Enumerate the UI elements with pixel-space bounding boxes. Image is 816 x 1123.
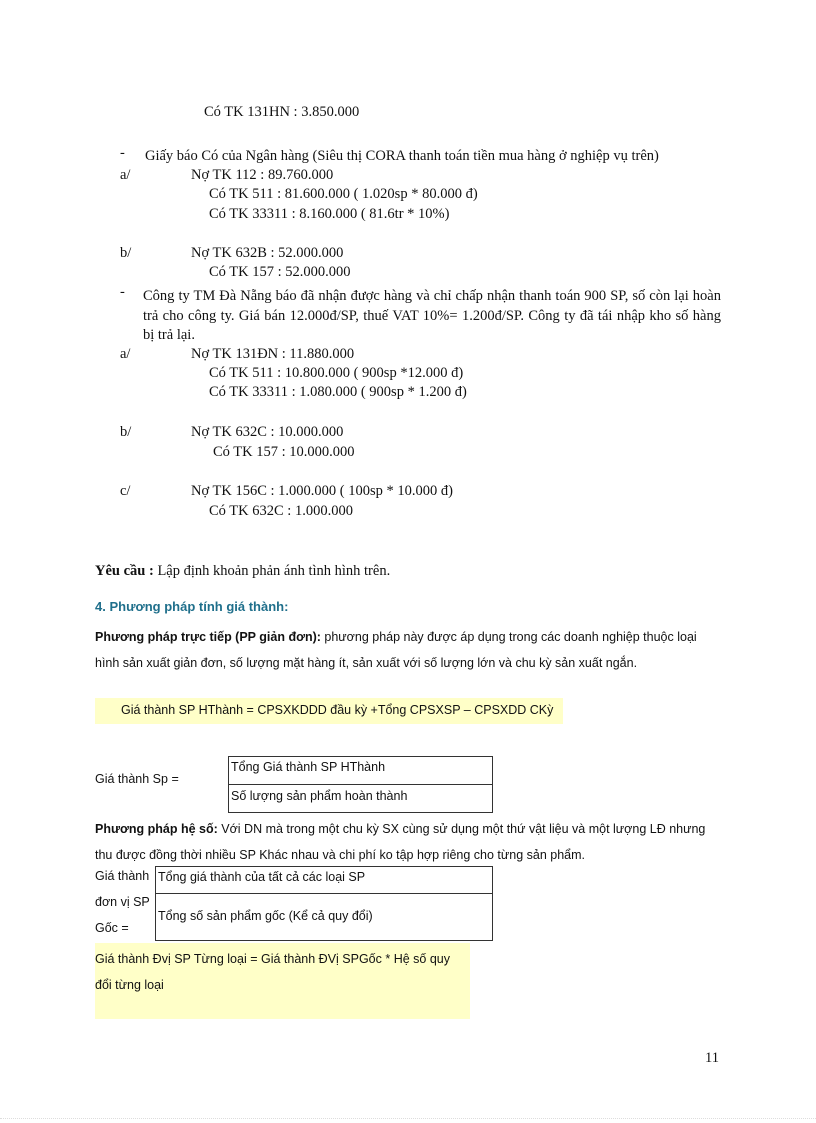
requirement-text: Lập định khoản phản ánh tình hình trên. bbox=[153, 563, 391, 579]
transaction-description: Công ty TM Đà Nẵng báo đã nhận được hàng và chỉ chấp nhận thanh toán 900 SP, số còn lại hoàn trả cho công ty. Giá bán 12.000đ/SP, thuế VAT 10%= 1.200đ/SP. Công ty đã tái nhập kho số hàng bị trả lại. bbox=[143, 288, 721, 343]
entry-label-b: b/ bbox=[120, 424, 132, 440]
formula-cost-of-finished-products: Giá thành SP HThành = CPSXKDDD đầu kỳ +Tổng CPSXSP – CPSXDD CKỳ bbox=[121, 703, 554, 717]
entry-label-a: a/ bbox=[120, 346, 131, 362]
entry-label-c: c/ bbox=[120, 483, 131, 499]
fraction-numerator: Tổng Giá thành SP HThành bbox=[231, 760, 386, 774]
entry-credit: Có TK 33311 : 1.080.000 ( 900sp * 1.200 đ) bbox=[209, 384, 467, 400]
entry-credit: Có TK 33311 : 8.160.000 ( 81.6tr * 10%) bbox=[209, 206, 450, 222]
fraction2-denominator: Tổng số sản phẩm gốc (Kể cả quy đổi) bbox=[158, 909, 373, 923]
coefficient-method-text: Với DN mà trong một chu kỳ SX cùng sử dụng một thứ vật liệu và một lượng LĐ nhưng thu được đồng thời nhiều SP Khác nhau và chi phí ko tập hợp riêng cho từng sản phẩm. bbox=[95, 822, 706, 862]
section-heading: 4. Phương pháp tính giá thành: bbox=[95, 599, 289, 614]
fraction-label: Giá thành Sp = bbox=[95, 772, 179, 786]
fraction2-label-line3: Gốc = bbox=[95, 921, 129, 935]
entry-debit: Nợ TK 632B : 52.000.000 bbox=[191, 245, 344, 261]
transaction-description: Giấy báo Có của Ngân hàng (Siêu thị CORA thanh toán tiền mua hàng ở nghiệp vụ trên) bbox=[145, 148, 659, 164]
entry-credit: Có TK 632C : 1.000.000 bbox=[209, 503, 353, 519]
fraction2-label-line1: Giá thành bbox=[95, 869, 150, 883]
fraction2-line bbox=[155, 893, 493, 894]
coefficient-method-label: Phương pháp hệ số: bbox=[95, 822, 218, 836]
direct-method-text: phương pháp này được áp dụng trong các doanh nghiệp thuộc loại hình sản xuất giản đơn, số lượng mặt hàng ít, sản xuất với số lượng lớn và chu kỳ sản xuất ngắn. bbox=[95, 630, 697, 670]
coefficient-method-paragraph bbox=[95, 816, 725, 868]
fraction2-numerator: Tổng giá thành của tất cả các loại SP bbox=[158, 870, 366, 884]
entry-debit: Nợ TK 112 : 89.760.000 bbox=[191, 167, 334, 183]
entry-credit: Có TK 157 : 10.000.000 bbox=[213, 444, 355, 460]
direct-method-label: Phương pháp trực tiếp (PP giản đơn): bbox=[95, 630, 321, 644]
entry-co-131hn: Có TK 131HN : 3.850.000 bbox=[204, 104, 360, 120]
formula-unit-cost-per-type: Giá thành Đvị SP Từng loại = Giá thành ĐVị SPGốc * Hệ số quy đổi từng loại bbox=[95, 952, 450, 992]
bullet-dash: - bbox=[120, 145, 125, 161]
entry-label-a: a/ bbox=[120, 167, 131, 183]
entry-debit: Nợ TK 632C : 10.000.000 bbox=[191, 424, 344, 440]
requirement bbox=[95, 563, 390, 580]
entry-debit: Nợ TK 131ĐN : 11.880.000 bbox=[191, 346, 355, 362]
direct-method-paragraph bbox=[95, 624, 700, 676]
fraction2-label-line2: đơn vị SP bbox=[95, 895, 150, 909]
page-bottom-divider bbox=[0, 1118, 816, 1119]
entry-credit: Có TK 157 : 52.000.000 bbox=[209, 264, 351, 280]
entry-label-b: b/ bbox=[120, 245, 132, 261]
fraction-denominator: Số lượng sản phẩm hoàn thành bbox=[231, 789, 408, 803]
entry-credit: Có TK 511 : 10.800.000 ( 900sp *12.000 đ) bbox=[209, 365, 464, 381]
entry-debit: Nợ TK 156C : 1.000.000 ( 100sp * 10.000 đ) bbox=[191, 483, 453, 499]
entry-credit: Có TK 511 : 81.600.000 ( 1.020sp * 80.000 đ) bbox=[209, 186, 478, 202]
fraction-line bbox=[228, 784, 493, 785]
bullet-dash: - bbox=[120, 284, 125, 300]
requirement-label: Yêu cầu : bbox=[95, 563, 154, 579]
page-number: 11 bbox=[705, 1050, 719, 1066]
